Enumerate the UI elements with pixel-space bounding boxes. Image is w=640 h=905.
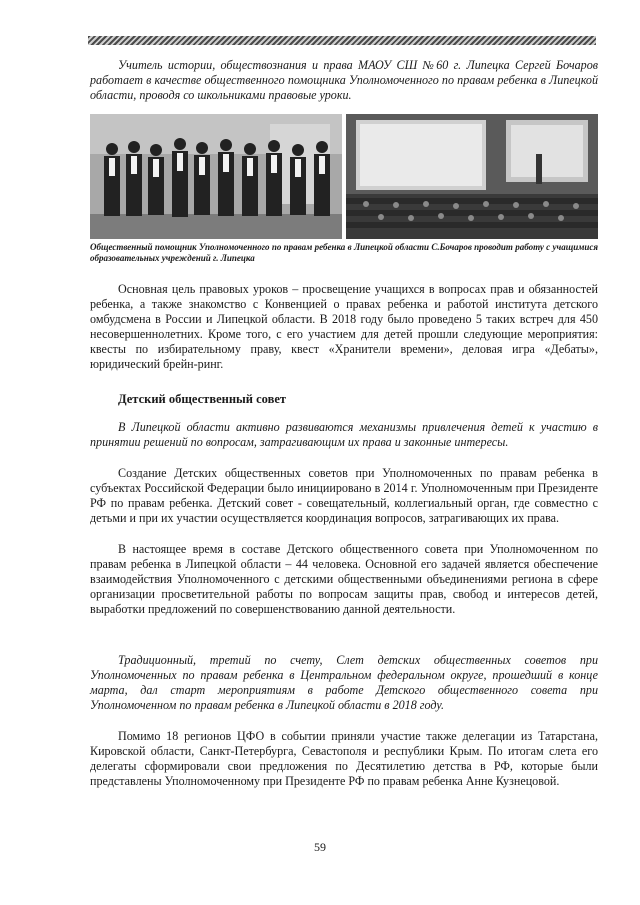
italic-paragraph-mechanisms: В Липецкой области активно развиваются механизмы привлечения детей к участию в принятии решений по вопросам, затрагивающим их права и законные интересы.	[90, 420, 598, 449]
group-photo	[90, 114, 342, 239]
paragraph-delegations: Помимо 18 регионов ЦФО в событии приняли участие также делегации из Татарстана, Кировской области, Санкт-Петербурга, Севастополя и республики Крым. По итогам слета его делегаты сформировали свои предложения по Десятилетию детства в РФ, которые были представлены Уполномоченному при Президенте РФ по правам ребенка Анне Кузнецовой.	[90, 729, 598, 788]
paragraph-council-creation: Создание Детских общественных советов при Уполномоченных по правам ребенка в субъектах Российской Федерации было инициировано в 2014 г. Уполномоченным при Президенте РФ по правам ребенка. Детский совет - совещательный, коллегиальный орган, где совместно с детьми и при их участии осуществляется координация вопросов, затрагивающих их права.	[90, 466, 598, 525]
page-number: 59	[314, 840, 326, 854]
section-heading: Детский общественный совет	[118, 392, 287, 406]
paragraph-council-composition: В настоящее время в составе Детского общественного совета при Уполномоченном по правам ребенка в Липецкой области – 44 человека. Основной его задачей является обеспечение взаимодействия Уполномоченного с детскими общественными объединениями региона в сфере организации просветительной работы по вопросам защиты прав, свобод и интересов детей, выработки предложений по совершенствованию данной деятельности.	[90, 542, 598, 616]
photo-row	[90, 114, 598, 239]
italic-paragraph-rally: Традиционный, третий по счету, Слет детских общественных советов при Уполномоченных по правам ребенка в Центральном федеральном округе, прошедший в конце марта, дал старт мероприятиям в работе Детского общественного совета при Уполномоченном по правам ребенка в Липецкой области в 2018 году.	[90, 653, 598, 712]
page-content	[90, 58, 598, 789]
photo-caption: Общественный помощник Уполномоченного по правам ребенка в Липецкой области С.Бочаров проводит работу с учащимися образовательных учреждений г. Липецка	[90, 242, 598, 263]
intro-paragraph: Учитель истории, обществознания и права МАОУ СШ №60 г. Липецка Сергей Бочаров работает в качестве общественного помощника Уполномоченного по правам ребенка в Липецкой области, проводя со школьниками правовые уроки.	[90, 58, 598, 102]
auditorium-photo-icon	[346, 114, 598, 239]
auditorium-photo	[346, 114, 598, 239]
header-band	[88, 36, 596, 45]
group-photo-icon	[90, 114, 342, 239]
paragraph-goals: Основная цель правовых уроков – просвещение учащихся в вопросах прав и обязанностей ребенка, а также знакомство с Конвенцией о правах ребенка и работой института детского омбудсмена в России и Липецкой области. В 2018 году было проведено 5 таких встреч для 450 несовершеннолетних. Кроме того, с его участием для детей прошли следующие мероприятия: квесты по избирательному праву, квест «Хранители времени», деловая игра «Дебаты», юридический брейн-ринг.	[90, 282, 598, 371]
